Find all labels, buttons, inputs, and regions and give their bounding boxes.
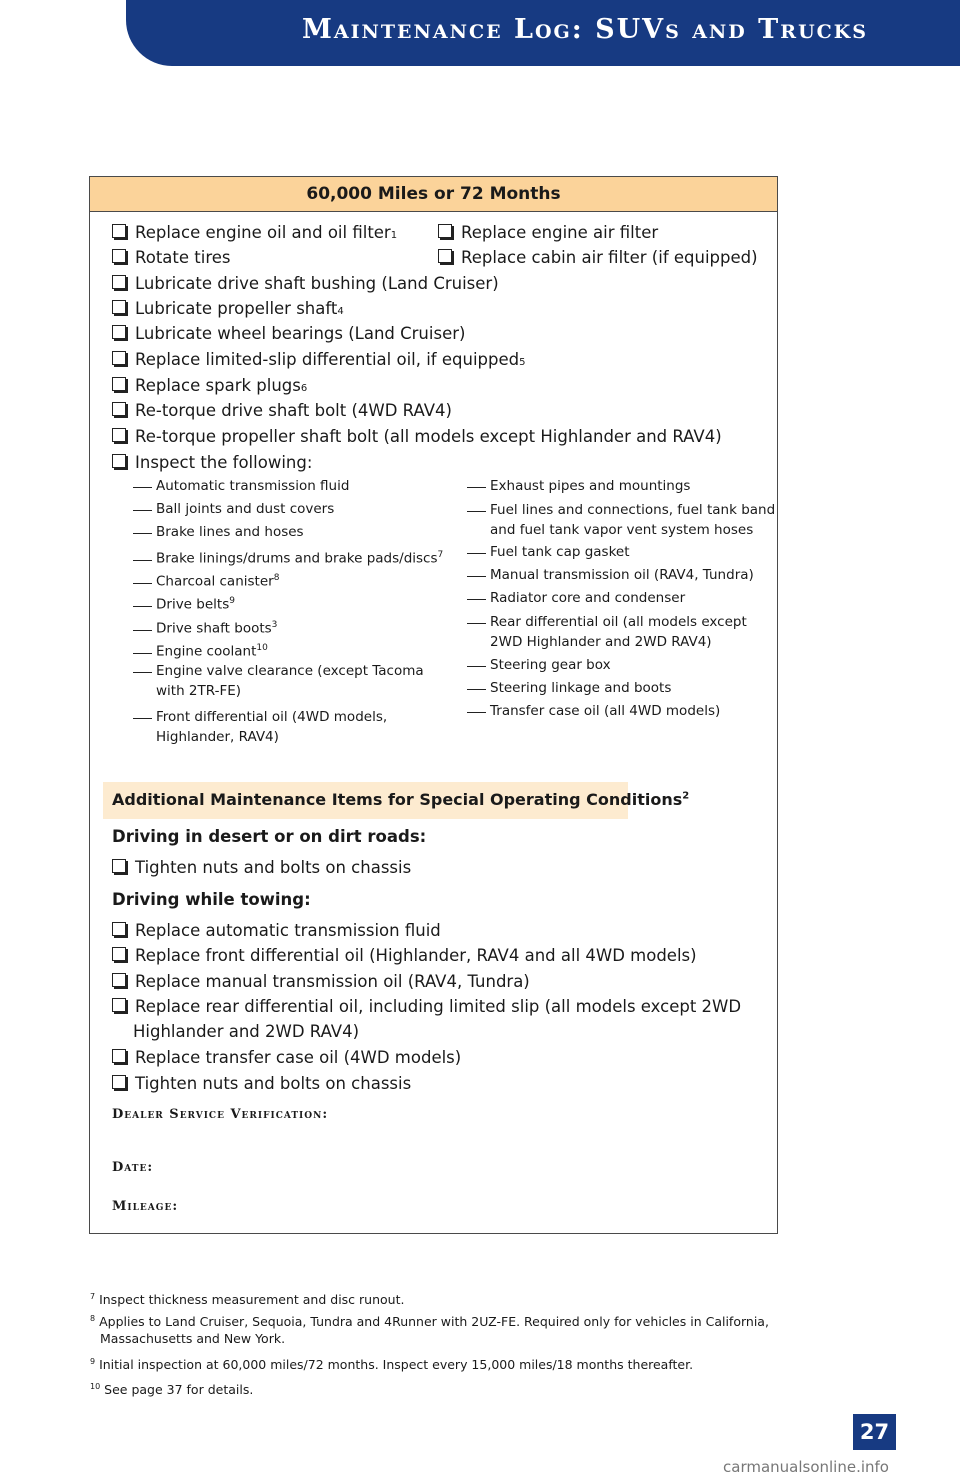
dealer-verification-label: Dealer Service Verification:	[112, 1107, 329, 1122]
inspect-item: Brake linings/drums and brake pads/discs$^7$	[133, 544, 443, 571]
inspect-item: Drive belts$^9$	[133, 590, 235, 617]
inspect-item: Steering gear box	[467, 654, 611, 677]
checklist-item: Replace spark plugs 6	[112, 373, 307, 401]
checklist-item: Replace transfer case oil (4WD models)	[112, 1045, 461, 1070]
page-number: 27	[853, 1414, 896, 1450]
blank-line[interactable]	[133, 718, 152, 719]
checkbox-icon[interactable]	[112, 249, 126, 263]
checkbox-icon[interactable]	[112, 275, 126, 289]
footnote: $^{10}$ See page 37 for details.	[90, 1382, 254, 1398]
checklist-item: Replace front differential oil (Highlander, RAV4 and all 4WD models)	[112, 943, 697, 968]
blank-line[interactable]	[467, 623, 486, 624]
checkbox-icon[interactable]	[438, 224, 452, 238]
inspect-item: Automatic transmission fluid	[133, 475, 349, 498]
checkbox-icon[interactable]	[112, 224, 126, 238]
checklist-item: Inspect the following:	[112, 450, 312, 475]
blank-line[interactable]	[133, 533, 152, 534]
watermark: carmanualsonline.info	[723, 1458, 889, 1476]
checklist-item: Replace rear differential oil, including limited slip (all models except 2WD	[112, 994, 741, 1019]
checklist-item: Replace manual transmission oil (RAV4, Tundra)	[112, 969, 530, 994]
blank-line[interactable]	[133, 487, 152, 488]
checklist-item: Replace engine oil and oil filter 1	[112, 220, 397, 248]
blank-line[interactable]	[467, 487, 486, 488]
header-bar	[126, 0, 960, 66]
checklist-item: Rotate tires	[112, 245, 231, 270]
checklist-item: Re-torque propeller shaft bolt (all models except Highlander and RAV4)	[112, 424, 722, 449]
blank-line[interactable]	[133, 560, 152, 561]
checkbox-icon[interactable]	[112, 973, 126, 987]
inspect-item: Manual transmission oil (RAV4, Tundra)	[467, 564, 754, 587]
checklist-item-cont: Highlander and 2WD RAV4)	[133, 1022, 360, 1041]
inspect-item: Ball joints and dust covers	[133, 498, 334, 521]
blank-line[interactable]	[133, 510, 152, 511]
checkbox-icon[interactable]	[112, 922, 126, 936]
mileage-label: Mileage:	[112, 1199, 179, 1214]
blank-line[interactable]	[467, 576, 486, 577]
checklist-item: Replace automatic transmission fluid	[112, 918, 441, 943]
blank-line[interactable]	[467, 599, 486, 600]
inspect-item: Transfer case oil (all 4WD models)	[467, 700, 720, 723]
checkbox-icon[interactable]	[112, 1075, 126, 1089]
blank-line[interactable]	[467, 712, 486, 713]
checklist-item: Replace cabin air filter (if equipped)	[438, 245, 758, 270]
checkbox-icon[interactable]	[112, 947, 126, 961]
inspect-item: Fuel tank cap gasket	[467, 541, 630, 564]
page-title: Maintenance Log: SUVs and Trucks	[301, 14, 868, 45]
inspect-item: Steering linkage and boots	[467, 677, 671, 700]
blank-line[interactable]	[467, 553, 486, 554]
checkbox-icon[interactable]	[112, 859, 126, 873]
checkbox-icon[interactable]	[112, 351, 126, 365]
date-label: Date:	[112, 1160, 154, 1175]
blank-line[interactable]	[133, 672, 152, 673]
checkbox-icon[interactable]	[112, 428, 126, 442]
checkbox-icon[interactable]	[112, 998, 126, 1012]
inspect-item: Brake lines and hoses	[133, 521, 304, 544]
checkbox-icon[interactable]	[112, 402, 126, 416]
checklist-item: Lubricate drive shaft bushing (Land Cruiser)	[112, 271, 499, 296]
inspect-item: Fuel lines and connections, fuel tank band and fuel tank vapor vent system hoses	[467, 499, 775, 540]
checklist-item: Tighten nuts and bolts on chassis	[112, 1071, 411, 1096]
blank-line[interactable]	[467, 666, 486, 667]
checkbox-icon[interactable]	[112, 300, 126, 314]
blank-line[interactable]	[133, 606, 152, 607]
box-title: 60,000 Miles or 72 Months	[90, 177, 777, 212]
special-conditions-title: Additional Maintenance Items for Special Operating Conditions$^2$	[112, 790, 690, 809]
checklist-item: Lubricate propeller shaft 4	[112, 296, 344, 324]
towing-heading: Driving while towing:	[112, 890, 311, 909]
inspect-item: Exhaust pipes and mountings	[467, 475, 690, 498]
inspect-item: Drive shaft boots$^3$	[133, 614, 277, 641]
blank-line[interactable]	[133, 583, 152, 584]
blank-line[interactable]	[133, 653, 152, 654]
checklist-item: Re-torque drive shaft bolt (4WD RAV4)	[112, 398, 452, 423]
footnote: $^8$ Applies to Land Cruiser, Sequoia, Tundra and 4Runner with 2UZ-FE. Required only for vehicles in California, Massachusetts and New York.	[90, 1314, 769, 1347]
blank-line[interactable]	[467, 689, 486, 690]
checkbox-icon[interactable]	[112, 1049, 126, 1063]
checkbox-icon[interactable]	[112, 377, 126, 391]
blank-line[interactable]	[133, 630, 152, 631]
checkbox-icon[interactable]	[438, 249, 452, 263]
checkbox-icon[interactable]	[112, 454, 126, 468]
inspect-item: Front differential oil (4WD models, Highlander, RAV4)	[133, 706, 387, 747]
inspect-item: Radiator core and condenser	[467, 587, 685, 610]
inspect-item: Engine valve clearance (except Tacoma with 2TR-FE)	[133, 660, 424, 701]
inspect-item: Charcoal canister$^8$	[133, 567, 279, 594]
checklist-item: Replace limited-slip differential oil, if equipped 5	[112, 347, 525, 375]
checklist-item: Tighten nuts and bolts on chassis	[112, 855, 411, 880]
blank-line[interactable]	[467, 511, 486, 512]
inspect-item: Engine coolant$^{10}$	[133, 637, 268, 664]
checklist-item: Replace engine air filter	[438, 220, 658, 245]
checkbox-icon[interactable]	[112, 325, 126, 339]
inspect-item: Rear differential oil (all models except 2WD Highlander and 2WD RAV4)	[467, 611, 747, 652]
desert-heading: Driving in desert or on dirt roads:	[112, 827, 427, 846]
footnote: $^9$ Initial inspection at 60,000 miles/72 months. Inspect every 15,000 miles/18 months thereafter.	[90, 1357, 694, 1373]
footnote: $^7$ Inspect thickness measurement and disc runout.	[90, 1292, 405, 1308]
checklist-item: Lubricate wheel bearings (Land Cruiser)	[112, 321, 465, 346]
